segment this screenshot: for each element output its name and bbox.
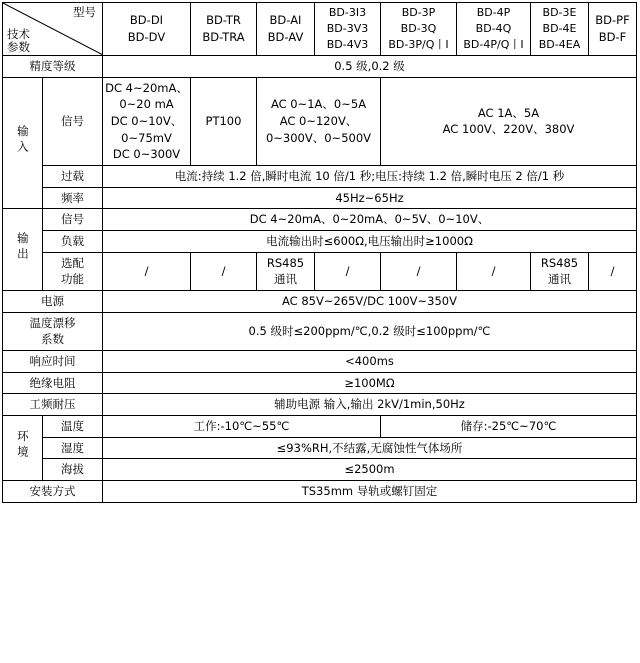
spec-sheet [2,2,638,659]
option-cell-6: / [457,252,531,290]
withstand-label: 工频耐压 [3,394,103,416]
input-group-label: 输入 [3,77,43,209]
env-altitude-value: ≤2500m [103,459,637,481]
option-cell-8: / [589,252,637,290]
input-signal-col4: AC 1A、5A AC 100V、220V、380V [381,77,637,165]
row-withstand [3,394,637,416]
option-cell-3: RS485 通讯 [257,252,315,290]
load-label: 负载 [43,231,103,253]
input-signal-label: 信号 [43,77,103,165]
mount-value: TS35mm 导轨或螺钉固定 [103,481,637,503]
frequency-label: 频率 [43,187,103,209]
withstand-value: 辅助电源 输入,输出 2kV/1min,50Hz [103,394,637,416]
insulation-value: ≥100MΩ [103,372,637,394]
header-model-label: 型号 [73,5,96,19]
option-cell-1: / [103,252,191,290]
row-temp-drift [3,312,637,350]
overload-value: 电流:持续 1.2 倍,瞬时电流 10 倍/1 秒;电压:持续 1.2 倍,瞬时电压 2 倍/1 秒 [103,166,637,188]
output-signal-value: DC 4~20mA、0~20mA、0~5V、0~10V、 [103,209,637,231]
model-col-7: BD-3E BD-4E BD-4EA [531,3,589,56]
input-signal-col2: PT100 [191,77,257,165]
row-output-option [3,252,637,290]
env-humidity-label: 湿度 [43,437,103,459]
row-power [3,291,637,313]
accuracy-value: 0.5 级,0.2 级 [103,56,637,78]
output-group-label: 输出 [3,209,43,291]
model-col-5: BD-3P BD-3Q BD-3P/Q丨I [381,3,457,56]
env-group-label: 环境 [3,416,43,481]
env-humidity-value: ≤93%RH,不结露,无腐蚀性气体场所 [103,437,637,459]
accuracy-label: 精度等级 [3,56,103,78]
load-value: 电流输出时≤600Ω,电压输出时≥1000Ω [103,231,637,253]
model-col-8: BD-PF BD-F [589,3,637,56]
row-input-overload [3,166,637,188]
option-cell-2: / [191,252,257,290]
model-col-2: BD-TR BD-TRA [191,3,257,56]
row-mounting [3,481,637,503]
mount-label: 安装方式 [3,481,103,503]
response-label: 响应时间 [3,351,103,373]
row-input-frequency [3,187,637,209]
row-insulation [3,372,637,394]
power-value: AC 85V~265V/DC 100V~350V [103,291,637,313]
input-signal-col1: DC 4~20mA、 0~20 mA DC 0~10V、 0~75mV DC 0~300V [103,77,191,165]
env-temp-label: 温度 [43,416,103,438]
temp-drift-label: 温度漂移 系数 [3,312,103,350]
input-signal-col3: AC 0~1A、0~5A AC 0~120V、 0~300V、0~500V [257,77,381,165]
row-response [3,351,637,373]
option-cell-7: RS485 通讯 [531,252,589,290]
row-env-humidity [3,437,637,459]
header-param-label: 技术 参数 [7,26,30,54]
temp-drift-value: 0.5 级时≤200ppm/℃,0.2 级时≤100ppm/℃ [103,312,637,350]
power-label: 电源 [3,291,103,313]
env-altitude-label: 海拔 [43,459,103,481]
env-temp-store: 储存:-25℃~70℃ [381,416,637,438]
row-output-signal [3,209,637,231]
row-env-altitude [3,459,637,481]
option-label: 选配 功能 [43,252,103,290]
header-corner-cell [3,3,103,56]
frequency-value: 45Hz~65Hz [103,187,637,209]
row-env-temperature [3,416,637,438]
option-cell-4: / [315,252,381,290]
table-header-row [3,3,637,56]
output-signal-label: 信号 [43,209,103,231]
model-col-4: BD-3I3 BD-3V3 BD-4V3 [315,3,381,56]
option-cell-5: / [381,252,457,290]
overload-label: 过载 [43,166,103,188]
env-temp-work: 工作:-10℃~55℃ [103,416,381,438]
row-accuracy [3,56,637,78]
row-output-load [3,231,637,253]
insulation-label: 绝缘电阻 [3,372,103,394]
model-col-1: BD-DI BD-DV [103,3,191,56]
response-value: <400ms [103,351,637,373]
specification-table [2,2,637,503]
model-col-6: BD-4P BD-4Q BD-4P/Q丨I [457,3,531,56]
model-col-3: BD-AI BD-AV [257,3,315,56]
row-input-signal [3,77,637,165]
